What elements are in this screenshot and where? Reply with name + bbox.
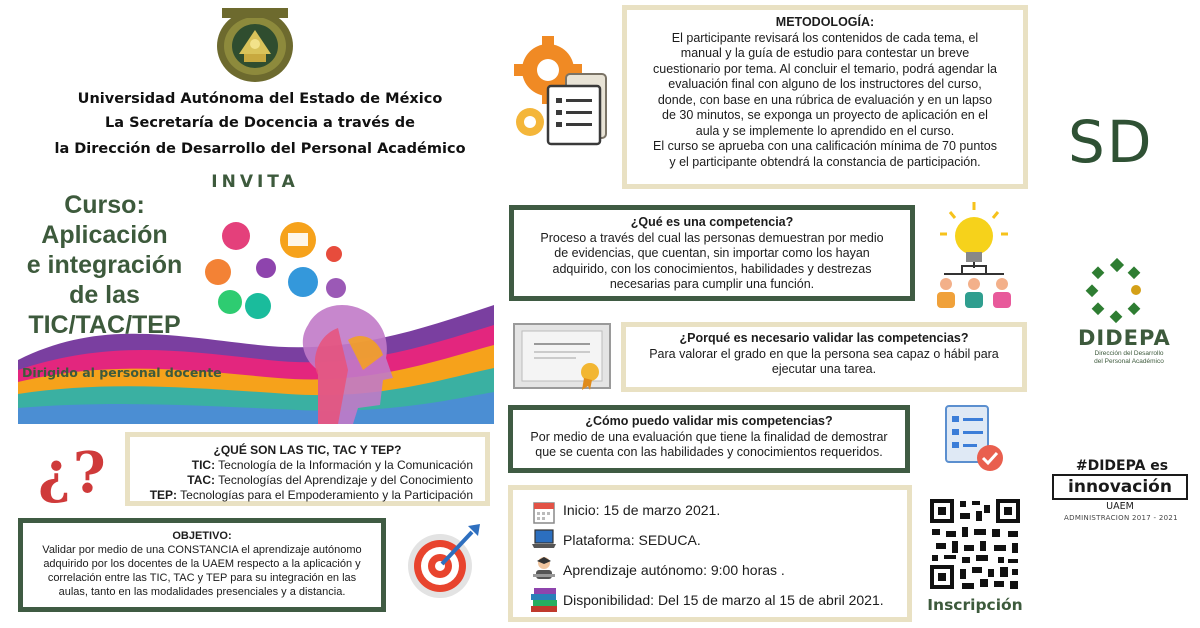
inscripcion-label[interactable]: Inscripción	[927, 596, 1023, 614]
objetivo-title: OBJETIVO:	[172, 530, 232, 542]
metodologia-line: evaluación final con alguno de los instructores del curso,	[668, 77, 982, 91]
porque-line: Para valorar el grado en que la persona sea capaz o hábil para	[649, 346, 999, 361]
uaem-label: UAEM	[1106, 501, 1134, 512]
metodologia-line: manual y la guía de estudio para contestar un breve	[680, 46, 970, 60]
course-title-line: Curso:	[64, 191, 145, 219]
course-title	[12, 190, 197, 340]
metodologia-line: El curso se aprueba con una calificación mínima de 70 puntos	[653, 139, 997, 153]
secretaria-line: La Secretaría de Docencia a través de	[105, 115, 415, 131]
competencia-line: de evidencias, que cuentan, sin importar como los hayan	[554, 246, 870, 260]
disponibilidad-text: Disponibilidad: Del 15 de marzo al 15 de abril 2021.	[563, 592, 884, 608]
como-title: ¿Cómo puedo validar mis competencias?	[585, 414, 833, 428]
course-title-line: de las	[69, 281, 140, 309]
porque-title: ¿Porqué es necesario validar las competencias?	[679, 331, 969, 345]
metodologia-line: y el participante obtendrá la constancia de participación.	[669, 154, 981, 169]
didepa-subtitle-line: del Personal Académico	[1094, 358, 1164, 365]
tic-definition: TIC: Tecnología de la Información y la Comunicación	[191, 458, 473, 472]
competencia-line: Proceso a través del cual las personas demuestran por medio	[540, 230, 884, 245]
innovacion-badge: innovación	[1052, 474, 1188, 500]
plataforma-text: Plataforma: SEDUCA.	[563, 532, 701, 548]
como-line: que se cuenta con las habilidades y conocimientos requeridos.	[535, 445, 883, 459]
course-title-line: Aplicación	[41, 221, 168, 249]
tac-definition: TAC: Tecnologías del Aprendizaje y del Conocimiento	[187, 473, 473, 487]
audience-label: Dirigido al personal docente	[22, 365, 222, 380]
metodologia-line: cuestionario por tema. Al concluir el temario, podrá agendar la	[653, 61, 997, 76]
certificate-icon	[512, 322, 612, 392]
course-title-line: TIC/TAC/TEP	[28, 311, 181, 339]
metodologia-line: donde, con base en una rúbrica de evaluación y en un lapso	[657, 92, 993, 107]
question-marks-icon: ¿?	[38, 440, 108, 506]
porque-box	[621, 322, 1027, 392]
course-title-line: e integración	[26, 251, 183, 279]
metodologia-line: aula y se implemente lo aprendido en el curso.	[695, 123, 955, 138]
competencia-box	[509, 205, 915, 301]
laptop-icon	[531, 528, 557, 555]
competencia-line: adquirido, con los conocimientos, habilidades y destrezas	[552, 261, 872, 276]
gears-document-icon	[508, 30, 616, 148]
metodologia-line: de 30 minutos, se exponga un proyecto de aplicación en el	[662, 108, 988, 122]
competencia-line: necesarias para cumplir una función.	[609, 277, 815, 291]
sd-logo: SD	[1068, 108, 1154, 176]
university-name: Universidad Autónoma del Estado de México	[77, 91, 443, 107]
metodologia-box	[622, 5, 1028, 189]
objetivo-line: adquirido por los docentes de la UAEM respecto a la aplicación y	[43, 558, 361, 570]
tic-box-title: ¿QUÉ SON LAS TIC, TAC Y TEP?	[213, 443, 402, 457]
como-line: Por medio de una evaluación que tiene la finalidad de demostrar	[530, 429, 888, 444]
invita-label: INVITA	[211, 172, 299, 192]
lightbulb-team-icon	[932, 200, 1016, 310]
objetivo-box	[18, 518, 386, 612]
qr-code-icon[interactable]	[928, 497, 1022, 591]
tic-definitions-box	[125, 432, 490, 506]
objetivo-line: correlación entre las TIC, TAC y TEP para su integración en las	[47, 572, 357, 584]
tep-definition: TEP: Tecnologías para el Empoderamiento y la Participación	[149, 488, 473, 502]
hashtag-label: #DIDEPA es	[1075, 458, 1169, 474]
didepa-subtitle-line: Dirección del Desarrollo	[1094, 350, 1164, 357]
target-icon	[400, 520, 484, 602]
books-icon	[529, 586, 559, 619]
didepa-subtitle	[1079, 350, 1179, 366]
metodologia-line: El participante revisará los contenidos de cada tema, el	[671, 30, 979, 45]
porque-line: ejecutar una tarea.	[771, 362, 877, 376]
university-seal-icon	[214, 6, 296, 84]
admin-label: ADMINISTRACION 2017 - 2021	[1064, 514, 1178, 522]
didepa-label: DIDEPA	[1078, 326, 1171, 350]
didepa-logo-icon	[1084, 258, 1152, 324]
direccion-line: la Dirección de Desarrollo del Personal Académico	[54, 141, 466, 157]
inicio-text: Inicio: 15 de marzo 2021.	[563, 502, 721, 518]
checklist-icon	[942, 404, 1006, 474]
student-icon	[531, 556, 557, 585]
objetivo-line: Validar por medio de una CONSTANCIA el aprendizaje autónomo	[42, 544, 362, 556]
course-info-box	[508, 485, 912, 622]
objetivo-line: aulas, tanto en las modalidades presenciales y a distancia.	[58, 586, 346, 598]
aprendizaje-text: Aprendizaje autónomo: 9:00 horas .	[563, 562, 785, 578]
metodologia-title: METODOLOGÍA:	[775, 15, 875, 29]
competencia-title: ¿Qué es una competencia?	[630, 215, 794, 229]
calendar-icon	[533, 500, 555, 529]
como-box	[508, 405, 910, 473]
